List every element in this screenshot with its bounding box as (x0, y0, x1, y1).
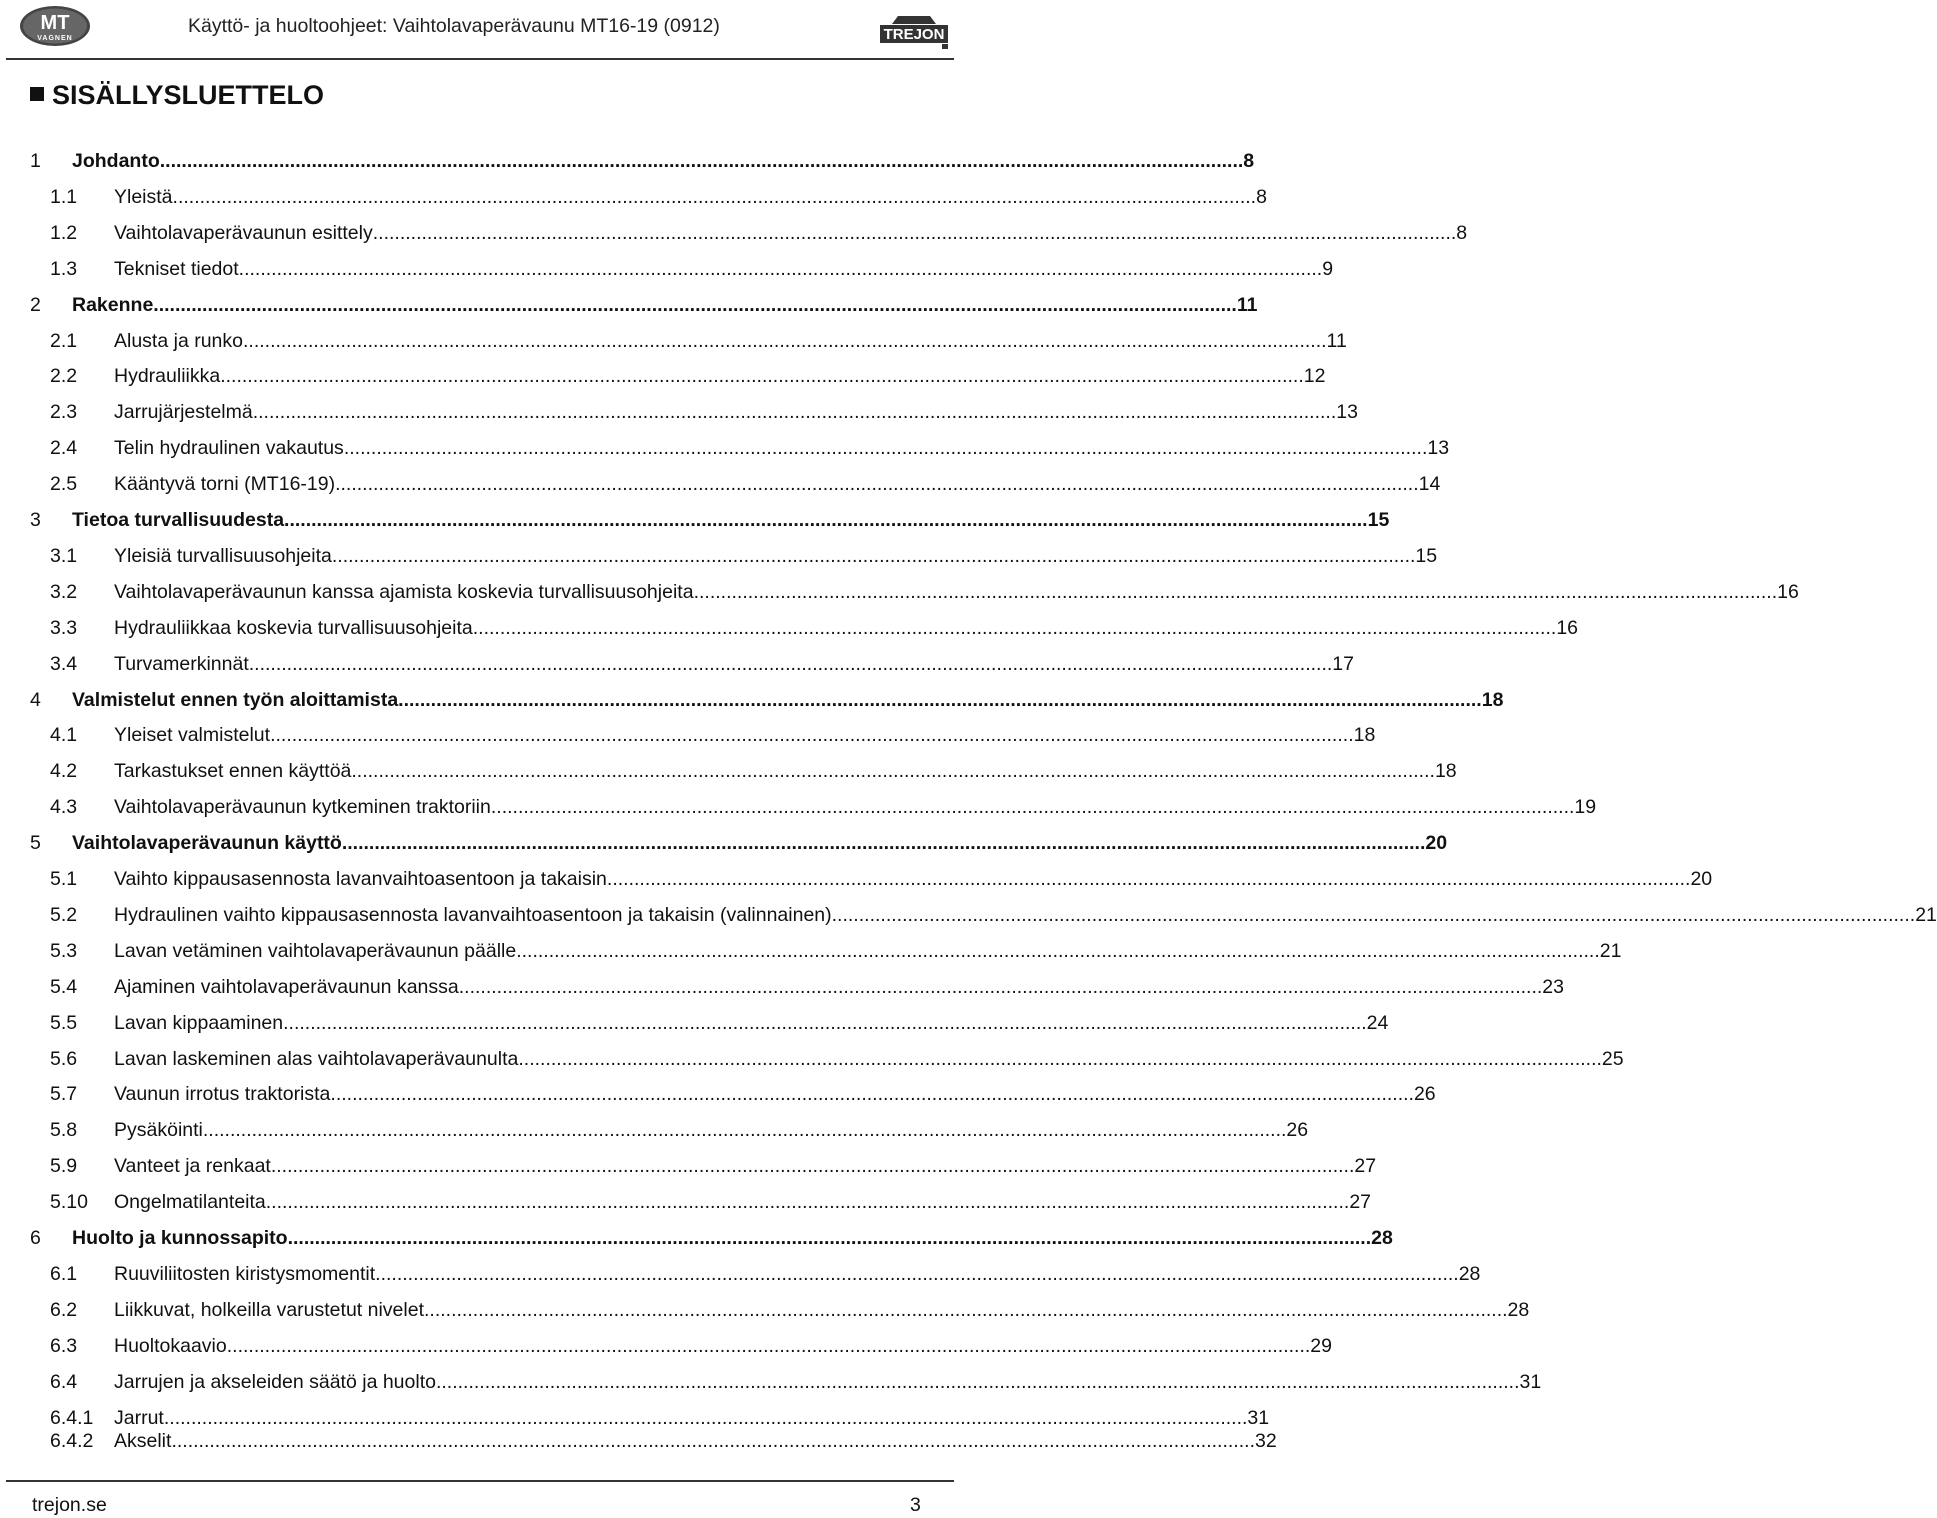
toc-entry[interactable] (0, 1083, 1436, 1113)
toc-entry-number: 6.3 (50, 1334, 78, 1357)
toc-leader-dots: ........................................................................................................................................................................................................ (248, 652, 1333, 675)
toc-entry-number: 4.2 (50, 760, 78, 783)
toc-entry[interactable] (0, 1011, 1389, 1042)
toc-entry-number: 6.1 (50, 1262, 78, 1285)
toc-entry-number: 6.4.1 (50, 1406, 94, 1429)
toc-entry-page: 24 (1366, 1011, 1389, 1034)
toc-heading-text: SISÄLLYSLUETTELO (52, 80, 325, 110)
toc-leader-dots: ........................................................................................................................................................................................................ (270, 1155, 1355, 1178)
toc-entry[interactable] (0, 293, 1258, 324)
toc-entry-number: 5.9 (50, 1155, 78, 1178)
toc-entry-number: 3 (30, 509, 41, 531)
toc-entry-title: Hydraulinen vaihto kippausasennosta lavanvaihtoasentoon ja takaisin (valinnainen) (114, 903, 832, 926)
toc-leader-dots: ........................................................................................................................................................................................................ (472, 616, 1557, 639)
toc-entry-page: 14 (1418, 473, 1441, 496)
toc-entry[interactable] (0, 868, 1713, 898)
toc-entry-page: 19 (1574, 796, 1597, 819)
toc-entry-title: Yleistä (114, 185, 173, 208)
toc-entry-title-line (72, 832, 1448, 855)
trejon-logo-text: TREJON (883, 26, 945, 43)
toc-entry-title: Hydrauliikka (114, 365, 221, 388)
toc-leader-dots: ........................................................................................................................................................................................................ (335, 473, 1419, 496)
toc-entry-page: 26 (1286, 1119, 1309, 1142)
toc-entry-number: 3.4 (50, 652, 78, 675)
toc-entry-title-line (114, 365, 1326, 388)
toc-entry-title: Jarrut (114, 1406, 164, 1429)
document-header-title: Käyttö- ja huoltoohjeet: Vaihtolavaperävaunu MT16-19 (0912) (188, 15, 720, 37)
toc-entry-title-line (72, 688, 1504, 712)
toc-entry-title: Ajaminen vaihtolavaperävaunun kanssa (114, 975, 459, 998)
toc-entry-title-line (72, 509, 1390, 532)
toc-entry-title: Vaihtolavaperävaunun kanssa ajamista koskevia turvallisuusohjeita (114, 580, 694, 603)
toc-entry-number: 6.2 (50, 1298, 78, 1321)
toc-entry-number: 2.3 (50, 401, 78, 424)
toc-entry-title-line (72, 150, 1255, 173)
toc-entry-number: 4 (30, 688, 41, 711)
toc-leader-dots: ........................................................................................................................................................................................................ (202, 1119, 1287, 1142)
toc-entry-page: 12 (1303, 365, 1326, 388)
toc-entry[interactable] (0, 724, 1376, 754)
toc-entry[interactable] (0, 150, 1255, 180)
toc-entry-number: 2.1 (50, 329, 78, 352)
toc-entry-title-line (114, 257, 1334, 281)
toc-entry-title-line (114, 1083, 1436, 1106)
toc-entry-page: 8 (1256, 185, 1267, 208)
toc-entry-number: 4.3 (50, 796, 78, 819)
toc-entry[interactable] (0, 257, 1334, 288)
toc-leader-dots: ........................................................................................................................................................................................................ (435, 1370, 1520, 1393)
toc-entry-title: Huoltokaavio (114, 1334, 227, 1357)
toc-entry-number: 3.2 (50, 580, 78, 603)
toc-leader-dots: ........................................................................................................................................................................................................ (287, 1227, 1372, 1249)
toc-entry[interactable] (0, 221, 1468, 252)
toc-entry[interactable] (0, 903, 1937, 934)
toc-entry-number: 6.4.2 (50, 1430, 94, 1453)
toc-entry-page: 20 (1425, 832, 1448, 855)
toc-entry-number: 1.2 (50, 221, 78, 244)
toc-entry-title-line (114, 1334, 1332, 1358)
toc-entry[interactable] (0, 616, 1579, 647)
toc-entry-page: 16 (1777, 580, 1799, 603)
toc-leader-dots: ........................................................................................................................................................................................................ (831, 903, 1916, 926)
toc-leader-dots: ........................................................................................................................................................................................................ (331, 544, 1416, 567)
toc-entry[interactable] (0, 1334, 1332, 1365)
toc-entry-page: 13 (1427, 437, 1450, 460)
toc-entry[interactable] (0, 1047, 1624, 1078)
page-header (0, 0, 960, 60)
toc-leader-dots: ........................................................................................................................................................................................................ (159, 150, 1244, 172)
toc-entry-title: Vanteet ja renkaat (114, 1155, 271, 1178)
toc-entry-title-line (114, 1430, 1277, 1453)
toc-entry[interactable] (0, 939, 1622, 970)
toc-entry-title: Huolto ja kunnossapito (72, 1227, 288, 1249)
toc-entry-page: 21 (1915, 903, 1937, 926)
toc-entry-title: Lavan laskeminen alas vaihtolavaperävaunulta (114, 1047, 519, 1070)
toc-entry-title-line (114, 1406, 1270, 1430)
toc-entry-page: 16 (1556, 616, 1579, 639)
toc-entry-title: Vaihtolavaperävaunun käyttö (72, 832, 342, 855)
toc-entry[interactable] (0, 544, 1438, 575)
toc-entry[interactable] (0, 580, 1799, 611)
toc-entry[interactable] (0, 1430, 1277, 1460)
toc-entry-title-line (114, 760, 1457, 783)
toc-entry[interactable] (0, 509, 1390, 539)
toc-entry-number: 6.4 (50, 1370, 78, 1393)
toc-entry-number: 3.1 (50, 544, 78, 567)
toc-entry[interactable] (0, 365, 1326, 395)
toc-entry-number: 2.2 (50, 365, 78, 388)
toc-leader-dots: ........................................................................................................................................................................................................ (516, 939, 1600, 962)
toc-leader-dots: ........................................................................................................................................................................................................ (171, 1430, 1255, 1453)
toc-entry-title: Tekniset tiedot (114, 257, 239, 280)
toc-entry-title: Lavan vetäminen vaihtolavaperävaunun päälle (114, 939, 517, 962)
toc-entry-number: 4.1 (50, 724, 78, 747)
toc-leader-dots: ........................................................................................................................................................................................................ (343, 437, 1428, 460)
toc-entry-page: 15 (1367, 509, 1390, 531)
toc-entry-page: 23 (1542, 975, 1564, 998)
toc-entry-title-line (114, 939, 1622, 963)
toc-entry-title-line (114, 975, 1564, 999)
toc-entry-title: Jarrujärjestelmä (114, 401, 253, 424)
toc-entry-title-line (114, 1298, 1530, 1322)
toc-entry-title-line (114, 652, 1354, 676)
toc-entry-page: 11 (1236, 293, 1258, 316)
toc-entry-title: Yleisiä turvallisuusohjeita (114, 544, 332, 567)
toc-leader-dots: ........................................................................................................................................................................................................ (283, 1011, 1367, 1034)
toc-entry-page: 8 (1456, 221, 1468, 244)
toc-entry-title: Akselit (114, 1430, 172, 1453)
toc-entry-title-line (72, 293, 1258, 317)
toc-entry-page: 28 (1371, 1227, 1393, 1249)
toc-entry[interactable] (0, 688, 1504, 719)
toc-entry-page: 25 (1601, 1047, 1624, 1070)
toc-entry-page: 11 (1326, 329, 1347, 352)
toc-entry-title: Jarrujen ja akseleiden säätö ja huolto (114, 1370, 436, 1393)
toc-leader-dots: ........................................................................................................................................................................................................ (518, 1047, 1602, 1070)
toc-leader-dots: ........................................................................................................................................................................................................ (252, 401, 1337, 424)
toc-entry-title: Tarkastukset ennen käyttöä (114, 760, 352, 783)
trejon-logo (878, 14, 950, 50)
toc-entry[interactable] (0, 796, 1597, 826)
toc-entry-title-line (114, 1011, 1389, 1035)
toc-entry-title-line (114, 185, 1267, 209)
toc-leader-dots: ........................................................................................................................................................................................................ (243, 329, 1327, 352)
toc-entry[interactable] (0, 1155, 1377, 1185)
toc-entry-title: Turvamerkinnät (114, 652, 249, 675)
toc-entry-title: Vaihtolavaperävaunun esittely (114, 221, 373, 244)
toc-entry-number: 2.4 (50, 437, 78, 460)
toc-leader-dots: ........................................................................................................................................................................................................ (220, 365, 1304, 388)
toc-entry-title: Kääntyvä torni (MT16-19) (114, 473, 336, 496)
toc-leader-dots: ........................................................................................................................................................................................................ (341, 832, 1426, 855)
toc-entry-number: 1.3 (50, 257, 78, 280)
toc-entry-number: 5.7 (50, 1083, 78, 1106)
toc-entry[interactable] (0, 1191, 1372, 1221)
toc-entry-page: 27 (1349, 1191, 1372, 1214)
toc-entry-page: 29 (1310, 1334, 1332, 1357)
header-divider (6, 58, 954, 60)
toc-entry-title: Vaihto kippausasennosta lavanvaihtoasentoon ja takaisin (114, 868, 607, 890)
mt-logo-subtext: VAGNEN (37, 35, 73, 42)
toc-entry[interactable] (0, 832, 1448, 862)
toc-entry-page: 9 (1322, 257, 1334, 280)
toc-entry-page: 27 (1354, 1155, 1377, 1178)
toc-entry-title-line (114, 1191, 1372, 1214)
toc-entry-page: 15 (1415, 544, 1438, 567)
toc-entry-number: 5.3 (50, 939, 78, 962)
toc-entry-title: Telin hydraulinen vakautus (114, 437, 344, 460)
toc-entry-title-line (114, 544, 1438, 568)
toc-entry-page: 28 (1458, 1262, 1481, 1285)
toc-entry-title-line (114, 437, 1450, 460)
footer-divider (6, 1480, 954, 1482)
toc-entry-number: 5.4 (50, 975, 78, 998)
toc-entry-title-line (114, 796, 1597, 819)
toc-entry-page: 18 (1353, 724, 1376, 747)
toc-entry-number: 5.8 (50, 1119, 78, 1142)
toc-entry-page: 18 (1481, 688, 1504, 711)
toc-leader-dots: ........................................................................................................................................................................................................ (270, 724, 1354, 747)
toc-entry-title: Ruuviliitosten kiristysmomentit (114, 1262, 376, 1285)
footer-website: trejon.se (32, 1494, 107, 1516)
toc-leader-dots: ........................................................................................................................................................................................................ (238, 257, 1323, 280)
toc-entry[interactable] (0, 185, 1267, 216)
toc-entry-title: Ongelmatilanteita (114, 1191, 266, 1214)
toc-entry-page: 18 (1434, 760, 1457, 783)
toc-entry-number: 3.3 (50, 616, 78, 639)
toc-leader-dots: ........................................................................................................................................................................................................ (606, 868, 1691, 890)
toc-entry[interactable] (0, 329, 1347, 360)
toc-entry-title: Yleiset valmistelut (114, 724, 271, 747)
toc-entry[interactable] (0, 652, 1354, 683)
toc-entry[interactable] (0, 437, 1450, 467)
toc-entry-number: 5.10 (50, 1191, 88, 1214)
toc-entry-title-line (114, 1119, 1309, 1142)
toc-entry-title-line (114, 616, 1579, 640)
toc-entry[interactable] (0, 975, 1564, 1006)
toc-entry-page: 8 (1243, 150, 1255, 172)
toc-entry[interactable] (0, 1227, 1393, 1257)
toc-entry-title-line (114, 580, 1799, 604)
toc-leader-dots: ........................................................................................................................................................................................................ (226, 1334, 1311, 1357)
toc-leader-dots: ........................................................................................................................................................................................................ (351, 760, 1435, 783)
toc-entry-title-line (114, 221, 1468, 245)
toc-leader-dots: ........................................................................................................................................................................................................ (693, 580, 1778, 603)
toc-heading (30, 80, 324, 111)
toc-entry-title: Tietoa turvallisuudesta (72, 509, 285, 531)
toc-entry-title-line (114, 473, 1441, 496)
toc-entry-number: 5.1 (50, 868, 78, 890)
toc-entry-title-line (114, 329, 1347, 353)
toc-entry[interactable] (0, 1119, 1309, 1149)
toc-entry-title: Rakenne (72, 293, 154, 316)
toc-entry-title-line (72, 1227, 1393, 1250)
toc-entry-page: 31 (1519, 1370, 1542, 1393)
mt-vagnen-logo (18, 4, 92, 48)
toc-leader-dots: ........................................................................................................................................................................................................ (265, 1191, 1350, 1214)
toc-entry-title-line (114, 903, 1937, 927)
toc-entry-page: 28 (1507, 1298, 1530, 1321)
toc-entry-title-line (114, 1370, 1542, 1394)
toc-leader-dots: ........................................................................................................................................................................................................ (458, 975, 1543, 998)
toc-entry-number: 5.5 (50, 1011, 78, 1034)
toc-entry-page: 21 (1599, 939, 1622, 962)
toc-entry-number: 2 (30, 293, 41, 316)
toc-entry-page: 20 (1690, 868, 1713, 890)
toc-entry-title: Vaunun irrotus traktorista (114, 1083, 331, 1106)
toc-entry-title: Johdanto (72, 150, 160, 172)
toc-entry[interactable] (0, 401, 1358, 431)
toc-entry[interactable] (0, 1298, 1530, 1329)
toc-leader-dots: ........................................................................................................................................................................................................ (490, 796, 1575, 819)
toc-leader-dots: ........................................................................................................................................................................................................ (372, 221, 1457, 244)
toc-entry-title-line (114, 1262, 1481, 1286)
toc-entry-title-line (114, 724, 1376, 747)
toc-entry-title: Vaihtolavaperävaunun kytkeminen traktoriin (114, 796, 491, 819)
toc-entry[interactable] (0, 1370, 1542, 1401)
toc-entry-page: 26 (1413, 1083, 1436, 1106)
toc-entry[interactable] (0, 473, 1441, 503)
toc-entry-number: 5 (30, 832, 41, 855)
toc-entry-number: 5.2 (50, 903, 78, 926)
toc-leader-dots: ........................................................................................................................................................................................................ (172, 185, 1257, 208)
square-bullet-icon (30, 87, 44, 101)
toc-leader-dots: ........................................................................................................................................................................................................ (284, 509, 1368, 531)
toc-leader-dots: ........................................................................................................................................................................................................ (398, 688, 1482, 711)
toc-entry-title-line (114, 401, 1358, 424)
toc-leader-dots: ........................................................................................................................................................................................................ (375, 1262, 1459, 1285)
toc-entry-number: 1 (30, 150, 41, 172)
toc-leader-dots: ........................................................................................................................................................................................................ (153, 293, 1237, 316)
mt-logo-text: MT (40, 12, 70, 34)
toc-entry-title: Lavan kippaaminen (114, 1011, 284, 1034)
toc-leader-dots: ........................................................................................................................................................................................................ (424, 1298, 1508, 1321)
toc-leader-dots: ........................................................................................................................................................................................................ (330, 1083, 1414, 1106)
toc-entry-number: 6 (30, 1227, 41, 1249)
toc-entry[interactable] (0, 1262, 1481, 1293)
toc-entry-page: 13 (1336, 401, 1358, 424)
footer-page-number: 3 (910, 1494, 921, 1516)
toc-entry-number: 5.6 (50, 1047, 78, 1070)
toc-entry-number: 1.1 (50, 185, 78, 208)
toc-entry-title: Liikkuvat, holkeilla varustetut nivelet (114, 1298, 424, 1321)
toc-entry-number: 2.5 (50, 473, 78, 496)
toc-entry-page: 31 (1247, 1406, 1270, 1429)
toc-entry-title: Pysäköinti (114, 1119, 203, 1142)
toc-entry-title-line (114, 1047, 1624, 1071)
toc-leader-dots: ........................................................................................................................................................................................................ (163, 1406, 1248, 1429)
toc-entry-page: 17 (1332, 652, 1354, 675)
toc-entry-title-line (114, 1155, 1377, 1178)
toc-entry-title: Valmistelut ennen työn aloittamista (72, 688, 399, 711)
toc-entry-page: 32 (1254, 1430, 1277, 1453)
toc-entry-title: Hydrauliikkaa koskevia turvallisuusohjeita (114, 616, 473, 639)
toc-entry-title: Alusta ja runko (114, 329, 243, 352)
toc-entry-title-line (114, 868, 1713, 891)
toc-entry[interactable] (0, 760, 1457, 790)
